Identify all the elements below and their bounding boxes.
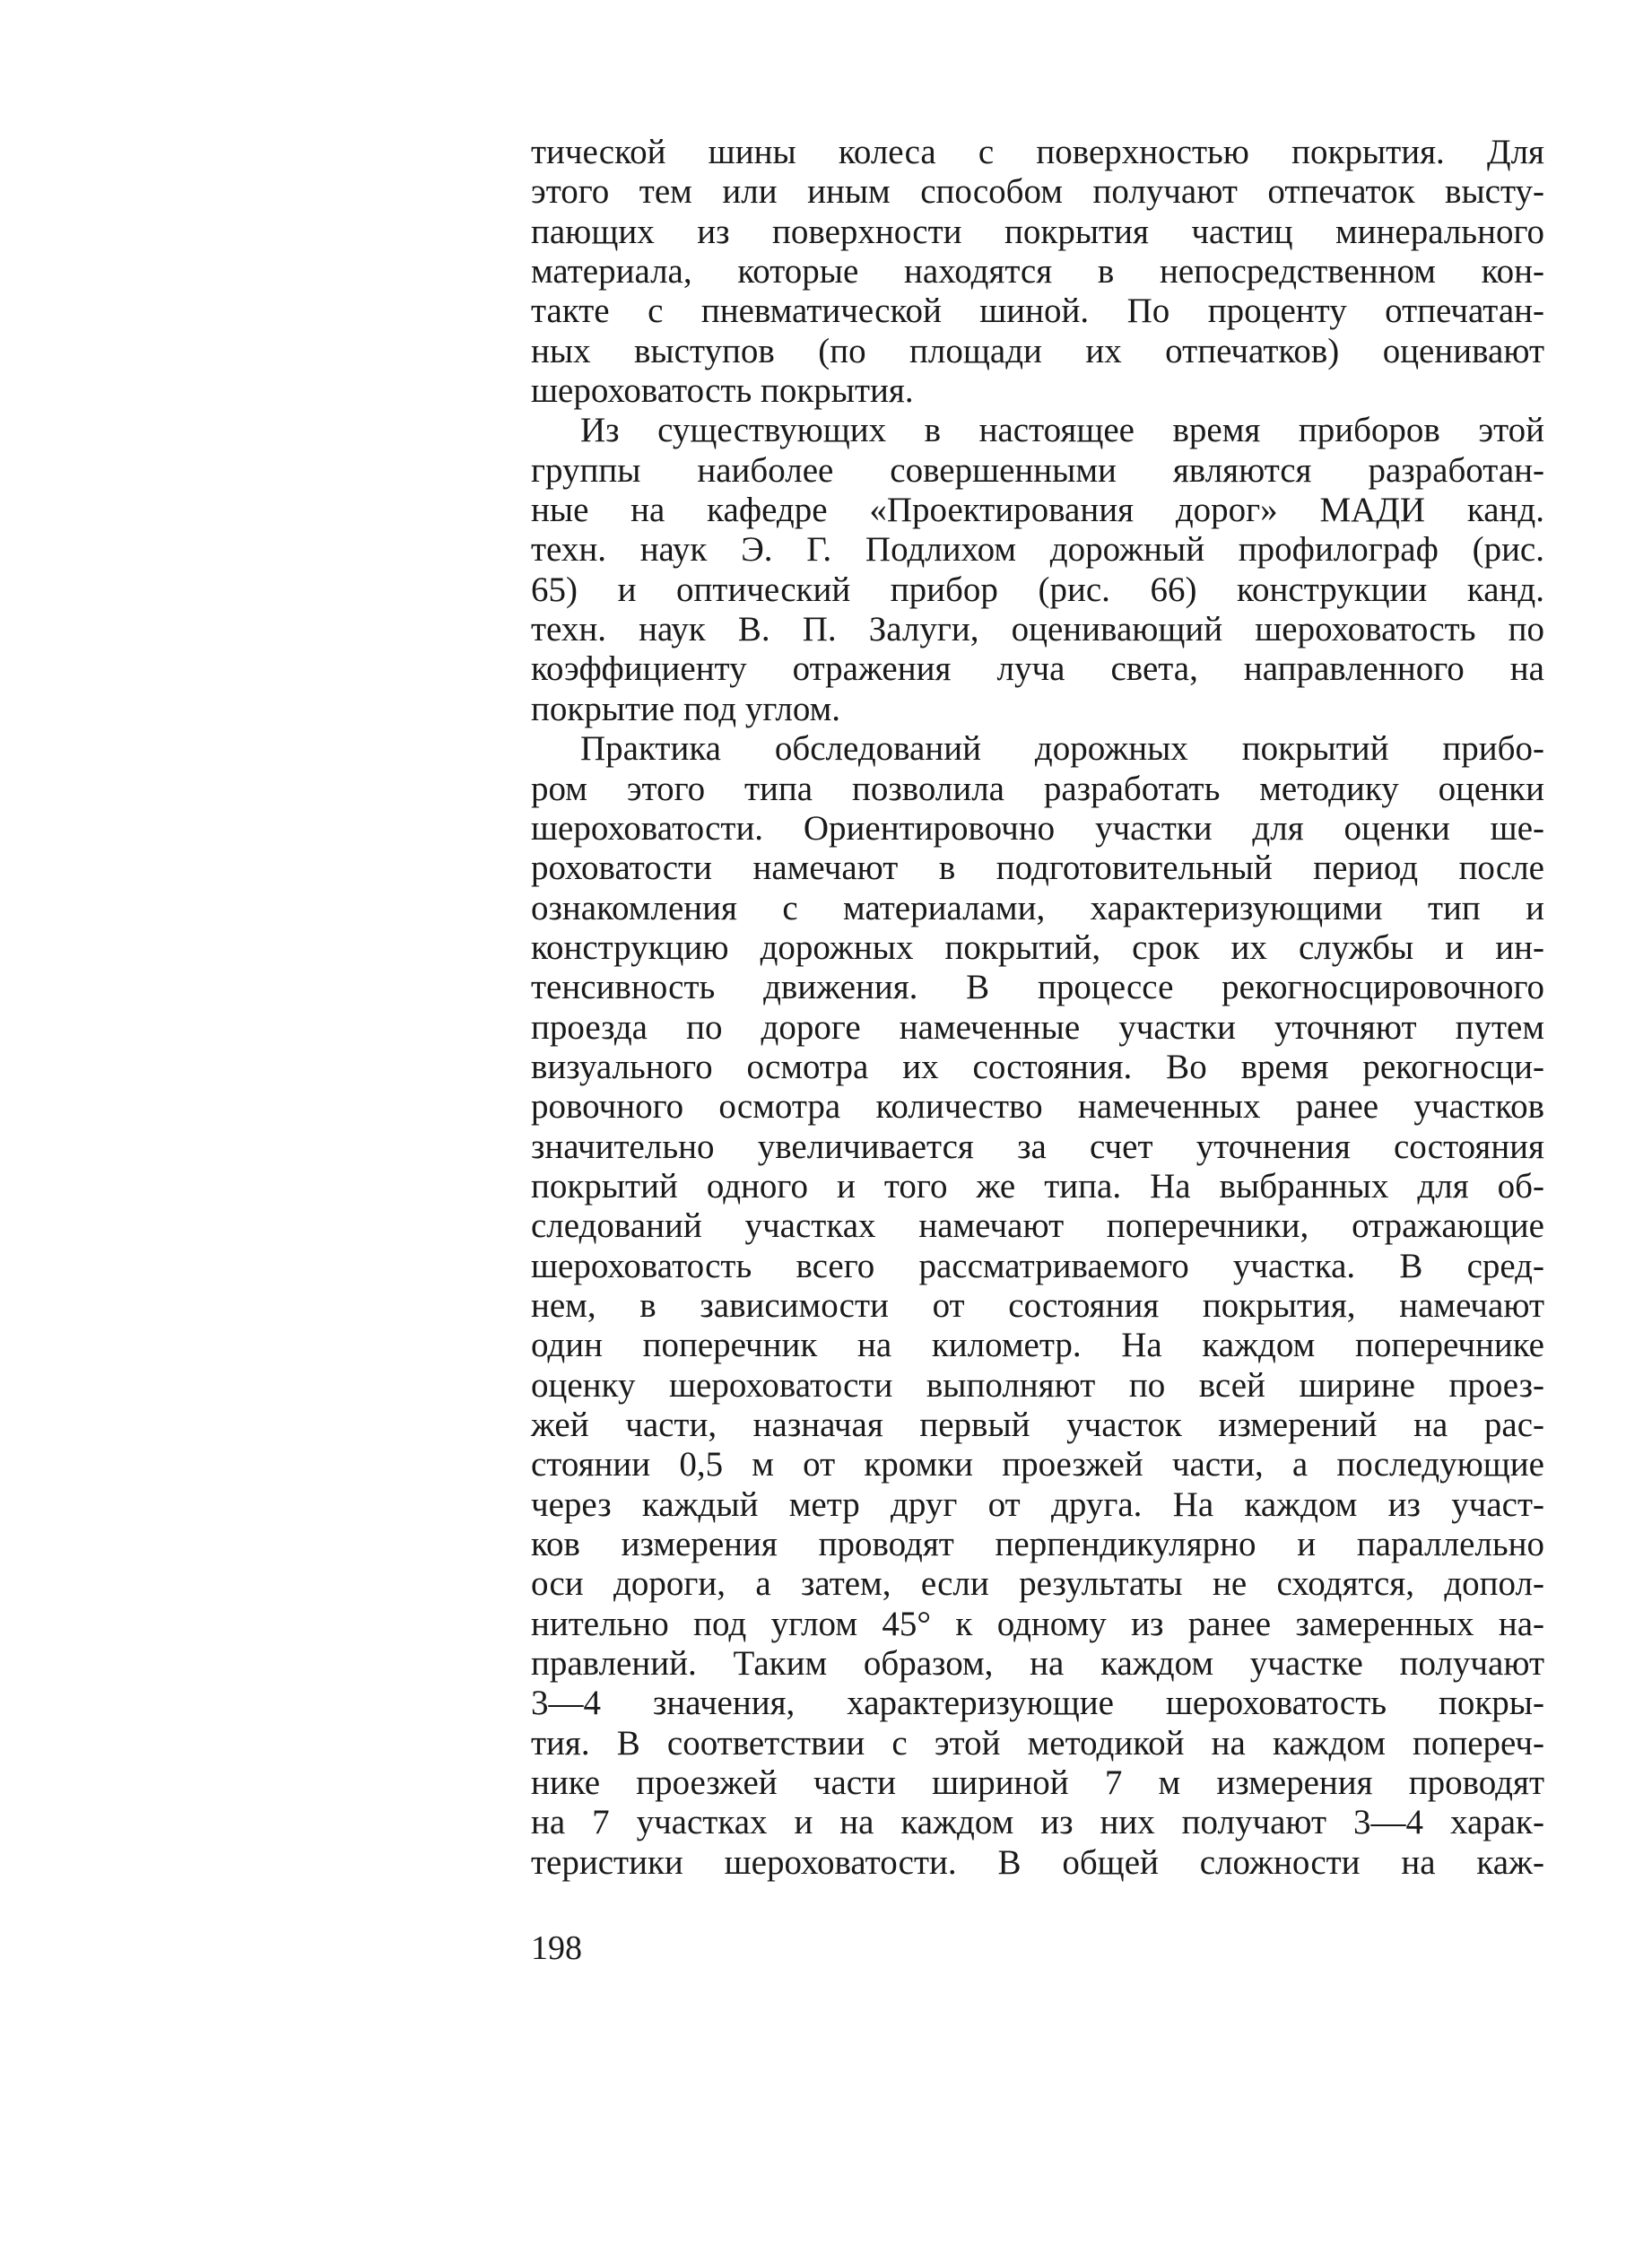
text-line: нике проезжей части шириной 7 м измерения проводят: [531, 1763, 1544, 1803]
page-number: 198: [531, 1929, 582, 1967]
text-line: группы наиболее совершенными являются разработан-: [531, 450, 1544, 490]
text-line: конструкцию дорожных покрытий, срок их службы и ин-: [531, 927, 1544, 967]
text-line: ные на кафедре «Проектирования дорог» МАДИ канд.: [531, 491, 1544, 530]
text-line: проезда по дороге намеченные участки уточняют путем: [531, 1007, 1544, 1047]
text-line: ков измерения проводят перпендикулярно и параллельно: [531, 1525, 1544, 1564]
text-line: 65) и оптический прибор (рис. 66) конструкции канд.: [531, 570, 1544, 609]
paragraph-start-line: Практика обследований дорожных покрытий прибо-: [580, 729, 1544, 769]
text-line: роховатости намечают в подготовительный период после: [531, 849, 1544, 888]
text-line: ознакомления с материалами, характеризующими тип и: [531, 888, 1544, 927]
text-line: тической шины колеса с поверхностью покрытия. Для: [531, 133, 1544, 171]
text-line: оси дороги, а затем, если результаты не сходятся, допол-: [531, 1564, 1544, 1604]
text-line: жей части, назначая первый участок измерений на рас-: [531, 1406, 1544, 1444]
text-line: шероховатость всего рассматриваемого участка. В сред-: [531, 1246, 1544, 1285]
text-line: шероховатость покрытия.: [531, 371, 914, 411]
text-line: техн. наук В. П. Залуги, оценивающий шероховатость по: [531, 610, 1544, 649]
text-line: техн. наук Э. Г. Подлихом дорожный профилограф (рис.: [531, 530, 1544, 570]
text-line: ных выступов (по площади их отпечатков) оценивают: [531, 331, 1544, 370]
text-line: теристики шероховатости. В общей сложности на каж-: [531, 1842, 1544, 1882]
text-line: следований участках намечают поперечники, отражающие: [531, 1206, 1544, 1246]
text-line: визуального осмотра их состояния. Во время рекогносци-: [531, 1047, 1544, 1086]
text-line: тенсивность движения. В процессе рекогносцировочного: [531, 968, 1544, 1007]
page-body: [531, 133, 1544, 1883]
text-line: стоянии 0,5 м от кромки проезжей части, а последующие: [531, 1445, 1544, 1484]
text-line: такте с пневматической шиной. По проценту отпечатан-: [531, 292, 1544, 331]
text-line: нем, в зависимости от состояния покрытия, намечают: [531, 1285, 1544, 1325]
text-line: покрытий одного и того же типа. На выбранных для об-: [531, 1166, 1544, 1206]
text-line: оценку шероховатости выполняют по всей ширине проез-: [531, 1365, 1544, 1405]
text-line: на 7 участках и на каждом из них получают 3—4 харак-: [531, 1803, 1544, 1842]
text-line: один поперечник на километр. На каждом поперечнике: [531, 1326, 1544, 1365]
text-line: нительно под углом 45° к одному из ранее замеренных на-: [531, 1604, 1544, 1643]
text-line: шероховатости. Ориентировочно участки для оценки ше-: [531, 808, 1544, 848]
text-line: покрытие под углом.: [531, 689, 841, 728]
text-line: значительно увеличивается за счет уточнения состояния: [531, 1127, 1544, 1166]
text-line: ровочного осмотра количество намеченных ранее участков: [531, 1087, 1544, 1127]
text-line: материала, которые находятся в непосредственном кон-: [531, 252, 1544, 292]
text-line: 3—4 значения, характеризующие шероховатость покры-: [531, 1684, 1544, 1723]
text-line: ром этого типа позволила разработать методику оценки: [531, 769, 1544, 808]
text-line: тия. В соответствии с этой методикой на каждом попереч-: [531, 1723, 1544, 1763]
text-line: правлений. Таким образом, на каждом участке получают: [531, 1644, 1544, 1684]
text-line: коэффициенту отражения луча света, направленного на: [531, 649, 1544, 689]
text-line: пающих из поверхности покрытия частиц минерального: [531, 212, 1544, 251]
paragraph-start-line: Из существующих в настоящее время приборов этой: [580, 411, 1544, 450]
text-line: через каждый метр друг от друга. На каждом из участ-: [531, 1484, 1544, 1524]
text-line: этого тем или иным способом получают отпечаток высту-: [531, 172, 1544, 212]
